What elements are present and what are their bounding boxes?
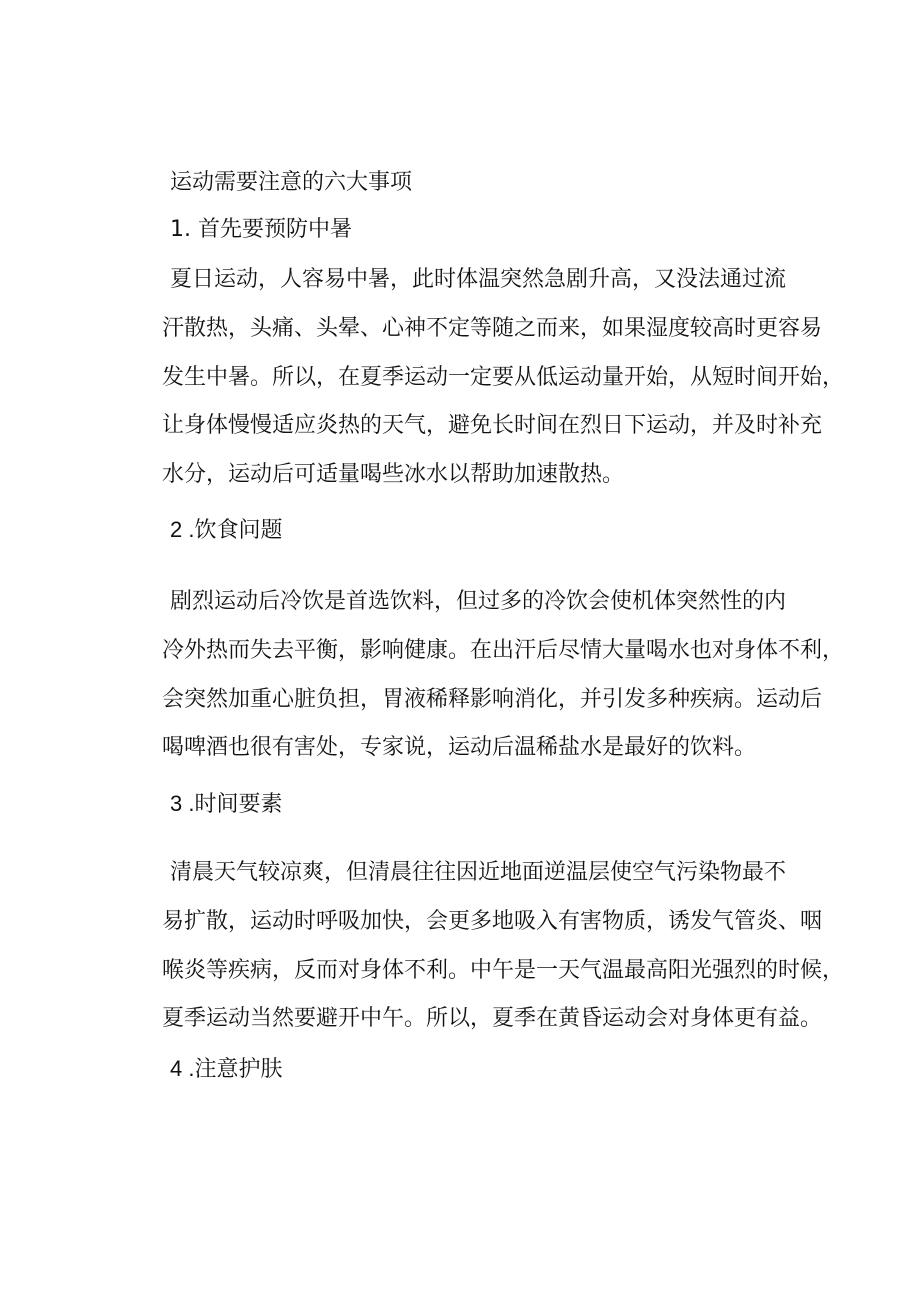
section-1-line-2: 汗散热，头痛、头晕、心神不定等随之而来，如果湿度较高时更容易 [162,316,823,341]
section-2-line-1: 剧烈运动后冷饮是首选饮料，但过多的冷饮会使机体突然性的内 [170,589,787,614]
section-1-heading: 1. 首先要预防中暑 [170,217,352,242]
section-4-heading: 4 .注意护肤 [170,1056,283,1081]
section-3-line-4: 夏季运动当然要避开中午。所以，夏季在黄昏运动会对身体更有益。 [162,1006,823,1031]
section-2-line-2: 冷外热而失去平衡，影响健康。在出汗后尽情大量喝水也对身体不利， [162,638,845,663]
section-1-line-3: 发生中暑。所以，在夏季运动一定要从低运动量开始，从短时间开始， [162,365,845,390]
section-2-line-3: 会突然加重心脏负担，胃液稀释影响消化，并引发多种疾病。运动后 [162,687,823,712]
section-3-line-2: 易扩散，运动时呼吸加快，会更多地吸入有害物质，诱发气管炎、咽 [162,909,823,934]
section-1-line-4: 让身体慢慢适应炎热的天气，避免长时间在烈日下运动，并及时补充 [162,413,823,438]
section-2-heading: 2 .饮食问题 [170,517,283,542]
document-title: 运动需要注意的六大事项 [170,170,413,195]
section-3-line-3: 喉炎等疾病，反而对身体不利。中午是一天气温最高阳光强烈的时候， [162,958,845,983]
section-1-line-1: 夏日运动，人容易中暑，此时体温突然急剧升高，又没法通过流 [170,267,787,292]
section-3-heading: 3 .时间要素 [170,791,283,816]
section-2-line-4: 喝啤酒也很有害处，专家说，运动后温稀盐水是最好的饮料。 [162,735,757,760]
section-1-line-5: 水分，运动后可适量喝些冰水以帮助加速散热。 [162,462,625,487]
section-3-line-1: 清晨天气较凉爽，但清晨往往因近地面逆温层使空气污染物最不 [170,860,787,885]
